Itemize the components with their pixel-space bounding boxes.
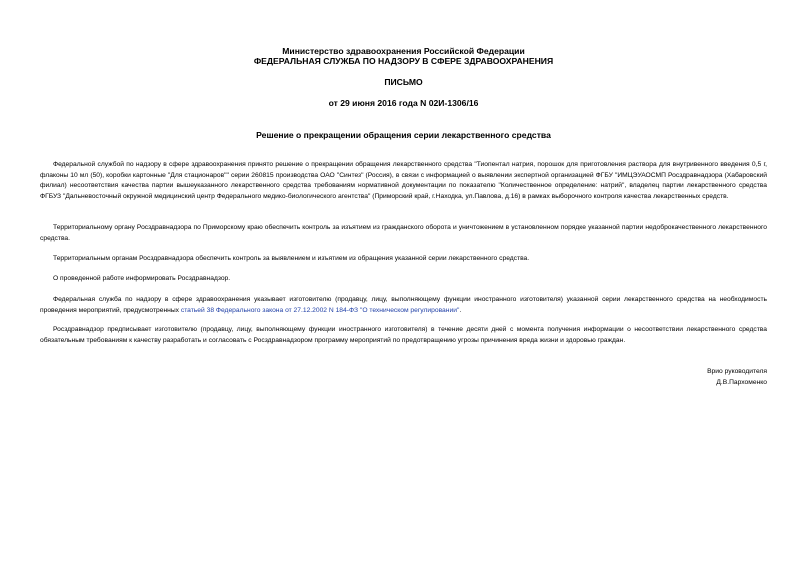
document-type: ПИСЬМО xyxy=(384,77,423,87)
paragraph-primorsky-control: Территориальному органу Росздравнадзора по Приморскому краю обеспечить контроль за изъятием из гражданского оборота и уничтожением в установленном порядке указанной партии недоброкачественного лекарственного средства. xyxy=(40,224,767,242)
paragraph-decision: Федеральной службой по надзору в сфере здравоохранения принято решение о прекращении обращения лекарственного средства "Тиопентал натрия, порошок для приготовления раствора для внутривенного введения 0,5 г, флаконы 10 мл (50), коробки картонные "Для стационаров"" серии 260815 производства ОАО "Синтез" (Россия), в связи с информацией о выявлении экспертной организацией ФГБУ "ИМЦЭУАОСМП Росздравнадзора (Хабаровский филиал) несоответствия качества партии вышеуказанного лекарственного средства требованиям нормативной документации по показателю "Количественное определение: натрий", владелец партии лекарственного средства ФГБУЗ "Дальневосточный окружной медицинский центр Федерального медико-биологического агентства" (Приморский край, г.Находка, ул.Павлова, д.16) в рамках выборочного контроля качества лекарственных средств. xyxy=(40,161,767,200)
paragraph-inform: О проведенной работе информировать Росздравнадзор. xyxy=(53,275,231,282)
paragraph-text-before-link: Федеральная служба по надзору в сфере здравоохранения указывает изготовителю (продавцу, лицу, выполняющему функции иностранного изготовителя) указанной серии лекарственного средства на необходимость проведения мероприятий, предусмотренных xyxy=(40,296,767,314)
document-date-number: от 29 июня 2016 года N 02И-1306/16 xyxy=(328,98,479,108)
paragraph-territorial-control: Территориальным органам Росздравнадзора обеспечить контроль за выявлением и изъятием из обращения указанной серии лекарственного средства. xyxy=(53,255,530,262)
service-name: ФЕДЕРАЛЬНАЯ СЛУЖБА ПО НАДЗОРУ В СФЕРЕ ЗДРАВООХРАНЕНИЯ xyxy=(253,56,554,66)
signature-position: Врио руководителя xyxy=(707,368,767,375)
paragraph-prescription: Росздравнадзор предписывает изготовителю (продавцу, лицу, выполняющему функции иностранного изготовителя) в течение десяти дней с момента получения информации о несоответствии лекарственного средства обязательным требованиям к качеству разработать и согласовать с Росздравнадзором программу мероприятий по предотвращению угрозы причинения вреда жизни и здоровью граждан. xyxy=(40,326,767,344)
law-article-link[interactable]: статьей 38 Федерального закона от 27.12.2002 N 184-ФЗ "О техническом регулировании" xyxy=(180,306,460,314)
document-title: Решение о прекращении обращения серии лекарственного средства xyxy=(256,130,551,140)
ministry-name: Министерство здравоохранения Российской Федерации xyxy=(282,46,525,56)
signature-name: Д.В.Пархоменко xyxy=(716,379,767,386)
paragraph-manufacturer-measures xyxy=(40,295,767,316)
paragraph-text-after-link: . xyxy=(459,306,462,314)
